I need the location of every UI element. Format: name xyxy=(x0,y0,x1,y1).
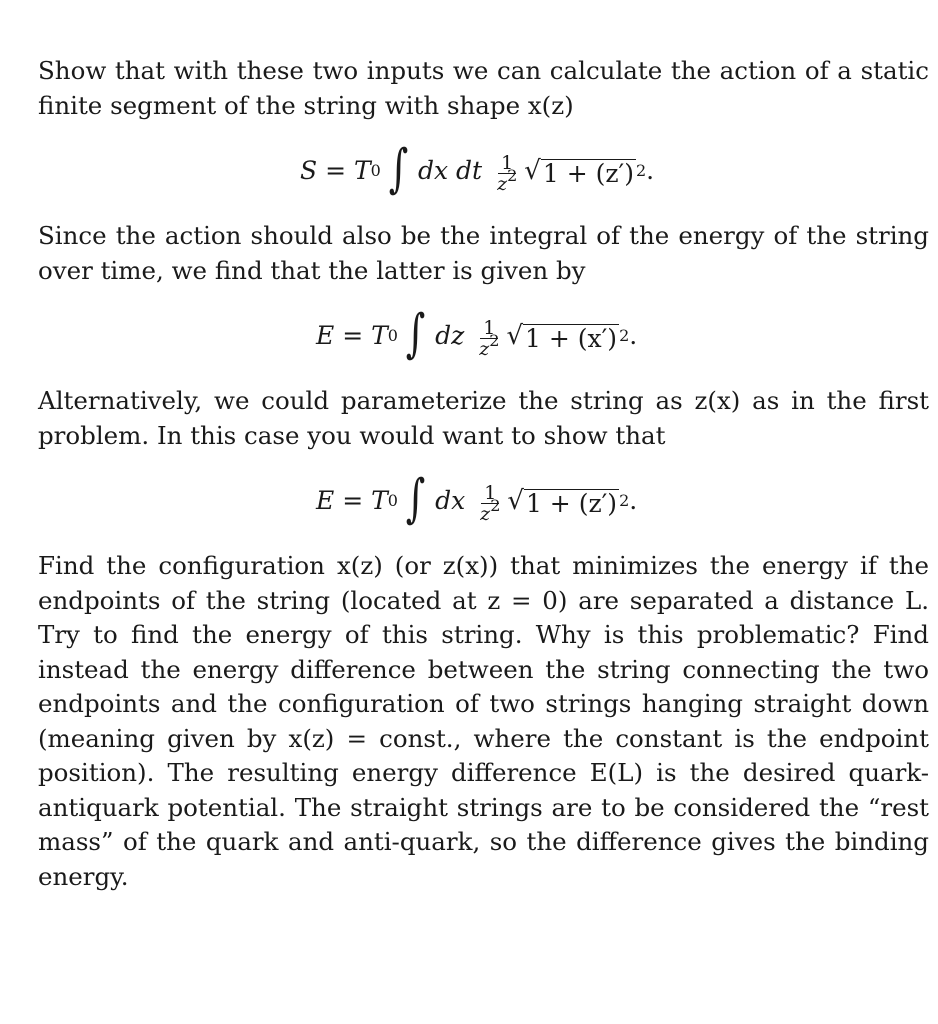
tension-symbol: T xyxy=(353,155,371,185)
paragraph-2: Since the action should also be the integral of the energy of the string over time, we find that the latter is given by xyxy=(38,221,929,285)
eq-lhs: E xyxy=(316,320,335,350)
integral-sign: ∫ xyxy=(405,469,426,529)
paragraph-1: Show that with these two inputs we can calculate the action of a static finite segment of the string with shape x(z) xyxy=(38,56,929,120)
eq-lhs: E xyxy=(316,485,335,515)
integral-sign: ∫ xyxy=(405,304,426,364)
equation-action: S = T 0 ∫ dx dt $\frac{1}{z^2}$ √ 1 + (z′) 2 . xyxy=(300,139,655,199)
eq-measure: dx dt xyxy=(417,155,483,185)
integral-sign: ∫ xyxy=(388,139,409,199)
eq-fraction: $\frac{1}{z^2}$ xyxy=(479,316,500,360)
eq-lhs: S xyxy=(300,155,318,185)
equation-energy-zx: E = T 0 ∫ dx $\frac{1}{z^2}$ √ 1 + (z′) 2 . xyxy=(316,469,638,529)
eq-measure: dz xyxy=(435,320,465,350)
eq-sqrt: √ 1 + (x′) xyxy=(506,320,618,354)
tension-symbol: T xyxy=(371,485,388,515)
tension-symbol: T xyxy=(371,320,388,350)
eq-fraction: $\frac{1}{z^2}$ xyxy=(480,481,501,525)
paragraph-4: Find the configuration x(z) (or z(x)) that minimizes the energy if the endpoints of the string (located at z = 0) are separated a distance L. Try to find the energy of this string. Why is this problematic? Find instead the energy difference between the string connecting the two endpoints and the configuration of two strings hanging straight down (meaning given by x(z) = const., where the constant is the endpoint position). The resulting energy difference E(L) is the desired quark-antiquark potential. The straight strings are to be considered the “rest mass” of the quark and anti-quark, so the difference gives the binding energy. xyxy=(38,551,929,891)
eq-sqrt: √ 1 + (z′) xyxy=(507,485,618,519)
document-page xyxy=(38,54,929,894)
eq-measure: dx xyxy=(435,485,466,515)
equation-energy-xz: E = T 0 ∫ dz $\frac{1}{z^2}$ √ 1 + (x′) 2 . xyxy=(316,304,638,364)
paragraph-3: Alternatively, we could parameterize the string as z(x) as in the first problem. In this case you would want to show that xyxy=(38,386,929,450)
eq-fraction: $\frac{1}{z^2}$ xyxy=(497,151,518,195)
eq-sqrt: √ 1 + (z′) xyxy=(524,155,634,189)
